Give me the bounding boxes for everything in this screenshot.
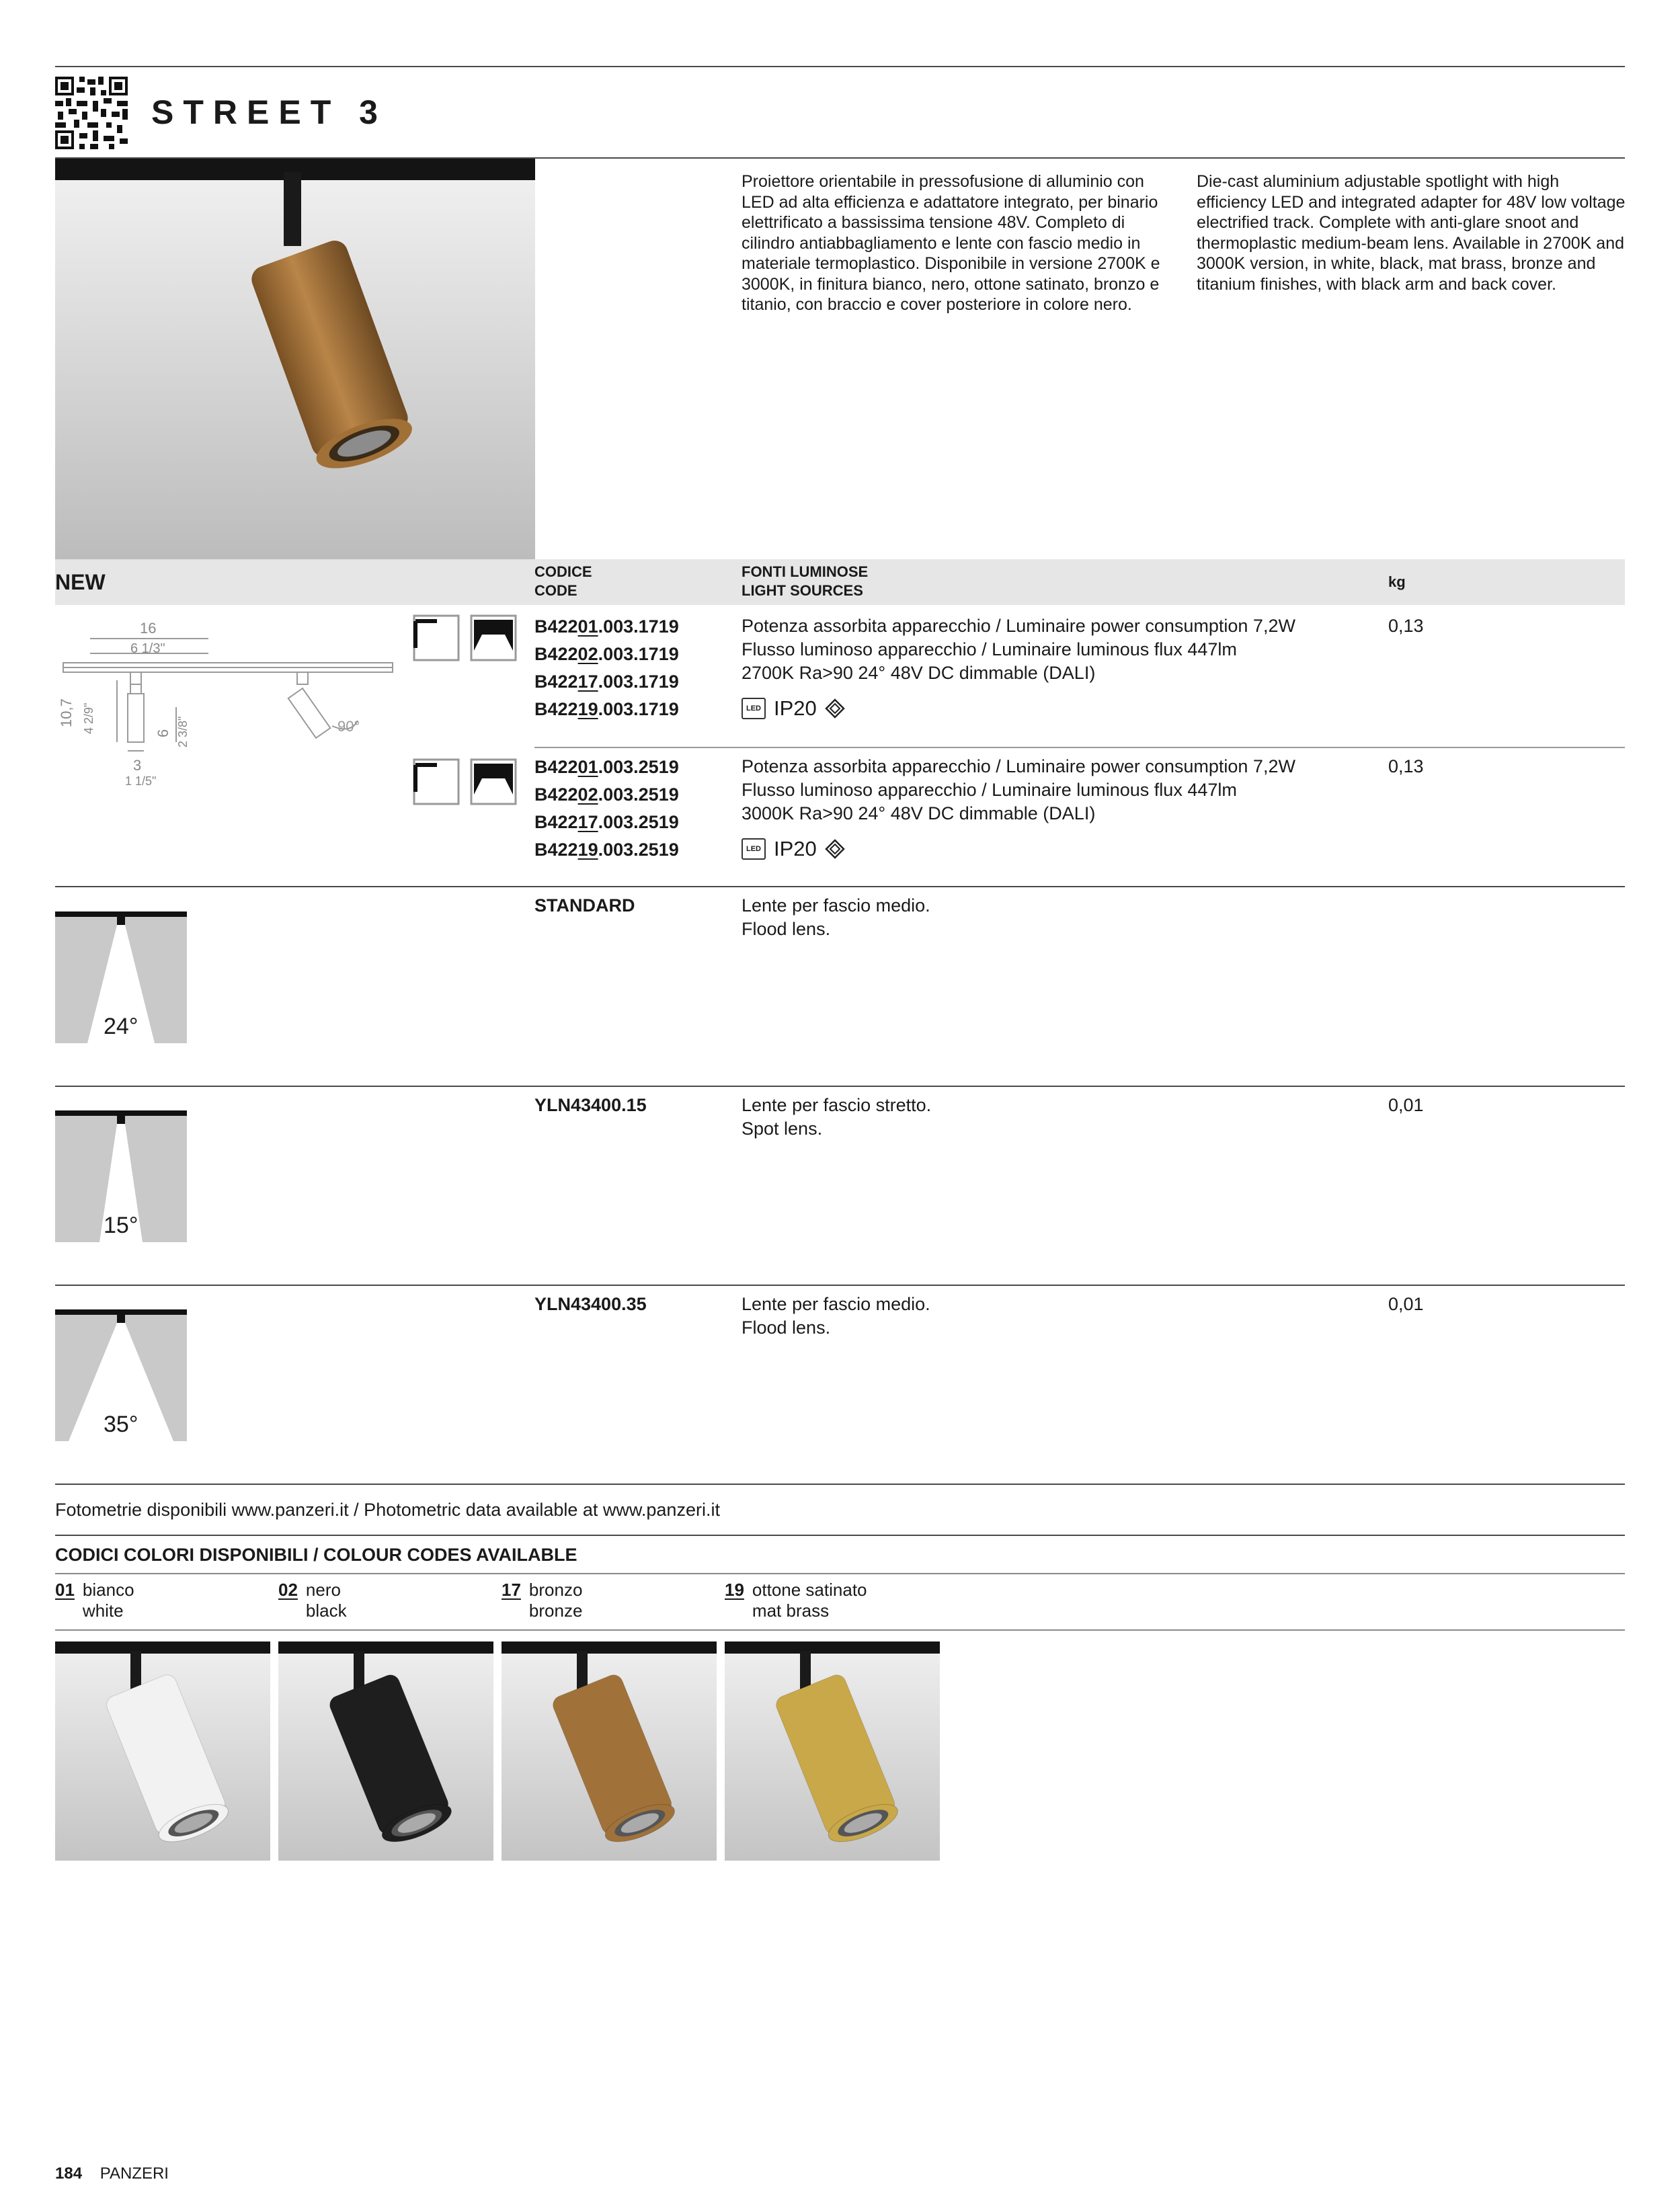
beam-angle-label: 24° (104, 1014, 138, 1039)
ip-badge (742, 837, 845, 861)
row-divider (534, 747, 1625, 748)
description-it: Proiettore orientabile in pressofusione di alluminio con LED ad alta efficienza e adattatore integrato, per binario elettrificato a bassissima tensione 48V. Completo di cilindro antiabbagliamento e lente con fascio medio in materiale termoplastico. Disponibile in versione 2700K e 3000K, in finitura bianco, nero, ottone satinato, bronzo e titanio, con braccio e cover posteriore in colore nero. (742, 172, 1160, 314)
section-rule (55, 1573, 1625, 1574)
dim-diam-in: 1 1/5" (125, 774, 157, 788)
lens-code: YLN43400.15 (534, 1095, 647, 1115)
colour-name-en: mat brass (752, 1600, 830, 1621)
colour-code-num: 19 (725, 1580, 744, 1600)
colour-swatch-photos (55, 1641, 941, 1861)
colour-name-it: bianco (82, 1580, 134, 1600)
ip-rating: IP20 (774, 696, 817, 720)
colour-codes-title: CODICI COLORI DISPONIBILI / COLOUR CODES AVAILABLE (55, 1545, 577, 1565)
product-code: B42219.003.2519 (534, 840, 679, 860)
ip-badge (742, 696, 845, 721)
page-number: 184 (55, 2164, 83, 2183)
product-code: B42201.003.2519 (534, 757, 679, 777)
led-icon: LED (742, 698, 766, 719)
beam-angle-diagram (55, 1110, 187, 1242)
dim-body-in: 2 3/8" (176, 716, 190, 747)
lens-description-en: Spot lens. (742, 1119, 823, 1139)
sources-header (742, 563, 868, 600)
flux-line: Flusso luminoso apparecchio / Luminaire luminous flux 447lm (742, 639, 1237, 659)
colour-code-19 (725, 1580, 867, 1621)
led-icon: LED (742, 838, 766, 860)
dimension-drawing (55, 613, 405, 808)
power-line: Potenza assorbita apparecchio / Luminaire power consumption 7,2W (742, 756, 1295, 776)
colour-swatch-photo (502, 1641, 717, 1861)
lens-description-it: Lente per fascio medio. (742, 1294, 930, 1314)
colour-code-01 (55, 1580, 134, 1621)
dim-body-cm: 6 (155, 729, 171, 737)
sources-header-en: LIGHT SOURCES (742, 582, 863, 599)
new-label: NEW (55, 570, 106, 594)
lens-weight: 0,01 (1388, 1095, 1424, 1115)
photometry-note: Fotometrie disponibili www.panzeri.it / Photometric data available at www.panzeri.it (55, 1500, 720, 1520)
qr-code-icon[interactable] (55, 77, 128, 149)
sources-header-it: FONTI LUMINOSE (742, 563, 869, 580)
section-rule (55, 1285, 1625, 1286)
colour-code-num: 02 (278, 1580, 298, 1600)
dim-width-cm: 16 (140, 620, 157, 637)
beam-angle-diagram (55, 1309, 187, 1441)
product-code: B42219.003.1719 (534, 699, 679, 719)
power-line: Potenza assorbita apparecchio / Luminaire power consumption 7,2W (742, 616, 1295, 636)
colour-name-en: bronze (528, 1600, 583, 1621)
colour-name-it: ottone satinato (752, 1580, 867, 1600)
product-specs-2 (742, 755, 1295, 825)
lens-weight: 0,01 (1388, 1294, 1424, 1314)
section-rule (55, 1484, 1625, 1485)
product-codes-2 (534, 754, 679, 864)
colour-temp-line: 3000K Ra>90 24° 48V DC dimmable (DALI) (742, 803, 1096, 823)
page-title: STREET 3 (151, 93, 387, 131)
ip-rating: IP20 (774, 837, 817, 860)
lens-description (742, 1293, 930, 1340)
lens-description-en: Flood lens. (742, 1317, 831, 1338)
section-rule (55, 886, 1625, 887)
beam-angle-label: 15° (104, 1213, 138, 1238)
outline-icon (413, 758, 460, 805)
colour-code-num: 01 (55, 1580, 75, 1600)
beam-profile-icon (470, 758, 517, 805)
dim-height-in: 4 2/9" (82, 702, 95, 734)
flux-line: Flusso luminoso apparecchio / Luminaire luminous flux 447lm (742, 780, 1237, 800)
beam-angle-diagram (55, 911, 187, 1043)
product-code: B42217.003.2519 (534, 812, 679, 832)
product-code: B42201.003.1719 (534, 616, 679, 637)
brand-name: PANZERI (99, 2164, 169, 2183)
colour-swatch-photo (55, 1641, 270, 1861)
colour-temp-line: 2700K Ra>90 24° 48V DC dimmable (DALI) (742, 663, 1096, 683)
colour-code-num: 17 (502, 1580, 521, 1600)
class-rating-icon (825, 839, 845, 859)
code-header-it: CODICE (534, 563, 592, 580)
product-specs-1 (742, 614, 1295, 685)
dim-angle: 90° (337, 718, 360, 735)
section-rule (55, 1629, 1625, 1631)
colour-name-it: bronzo (528, 1580, 583, 1600)
colour-code-02 (278, 1580, 347, 1621)
code-header (534, 563, 592, 600)
colour-name-en: black (305, 1600, 347, 1621)
section-rule (55, 1535, 1625, 1536)
outline-icon (413, 614, 460, 661)
lens-description (742, 1094, 931, 1141)
description-en: Die-cast aluminium adjustable spotlight with high efficiency LED and integrated adapter for 48V low voltage electrified track. Complete with anti-glare snoot and thermoplastic medium-beam lens. Available in 2700K and 3000K version, in white, black, mat brass, bronze and titanium finishes, with black arm and back cover. (1197, 172, 1626, 294)
lens-description (742, 894, 930, 941)
product-code: B42217.003.1719 (534, 672, 679, 692)
lens-description-it: Lente per fascio medio. (742, 895, 930, 916)
beam-profile-icon (470, 614, 517, 661)
dim-height-cm: 10,7 (58, 698, 75, 727)
colour-swatch-photo (725, 1641, 940, 1861)
product-photo (55, 159, 535, 559)
product-weight-1: 0,13 (1388, 616, 1424, 636)
colour-name-it: nero (305, 1580, 341, 1600)
lens-code: STANDARD (534, 895, 635, 916)
lens-code: YLN43400.35 (534, 1294, 647, 1314)
lens-description-it: Lente per fascio stretto. (742, 1095, 932, 1115)
top-rule (55, 66, 1625, 67)
product-code: B42202.003.2519 (534, 784, 679, 805)
code-header-en: CODE (534, 582, 577, 599)
product-code: B42202.003.1719 (534, 644, 679, 664)
dim-diam-cm: 3 (133, 757, 142, 774)
weight-header: kg (1388, 573, 1406, 590)
colour-swatch-photo (278, 1641, 493, 1861)
footer (55, 2164, 169, 2183)
class-rating-icon (825, 698, 845, 719)
product-weight-2: 0,13 (1388, 756, 1424, 776)
lens-description-en: Flood lens. (742, 919, 831, 939)
section-rule (55, 1086, 1625, 1087)
product-codes-1 (534, 613, 679, 723)
dim-width-in: 6 1/3" (130, 641, 165, 656)
colour-name-en: white (82, 1600, 124, 1621)
colour-code-17 (502, 1580, 582, 1621)
beam-angle-label: 35° (104, 1412, 138, 1437)
